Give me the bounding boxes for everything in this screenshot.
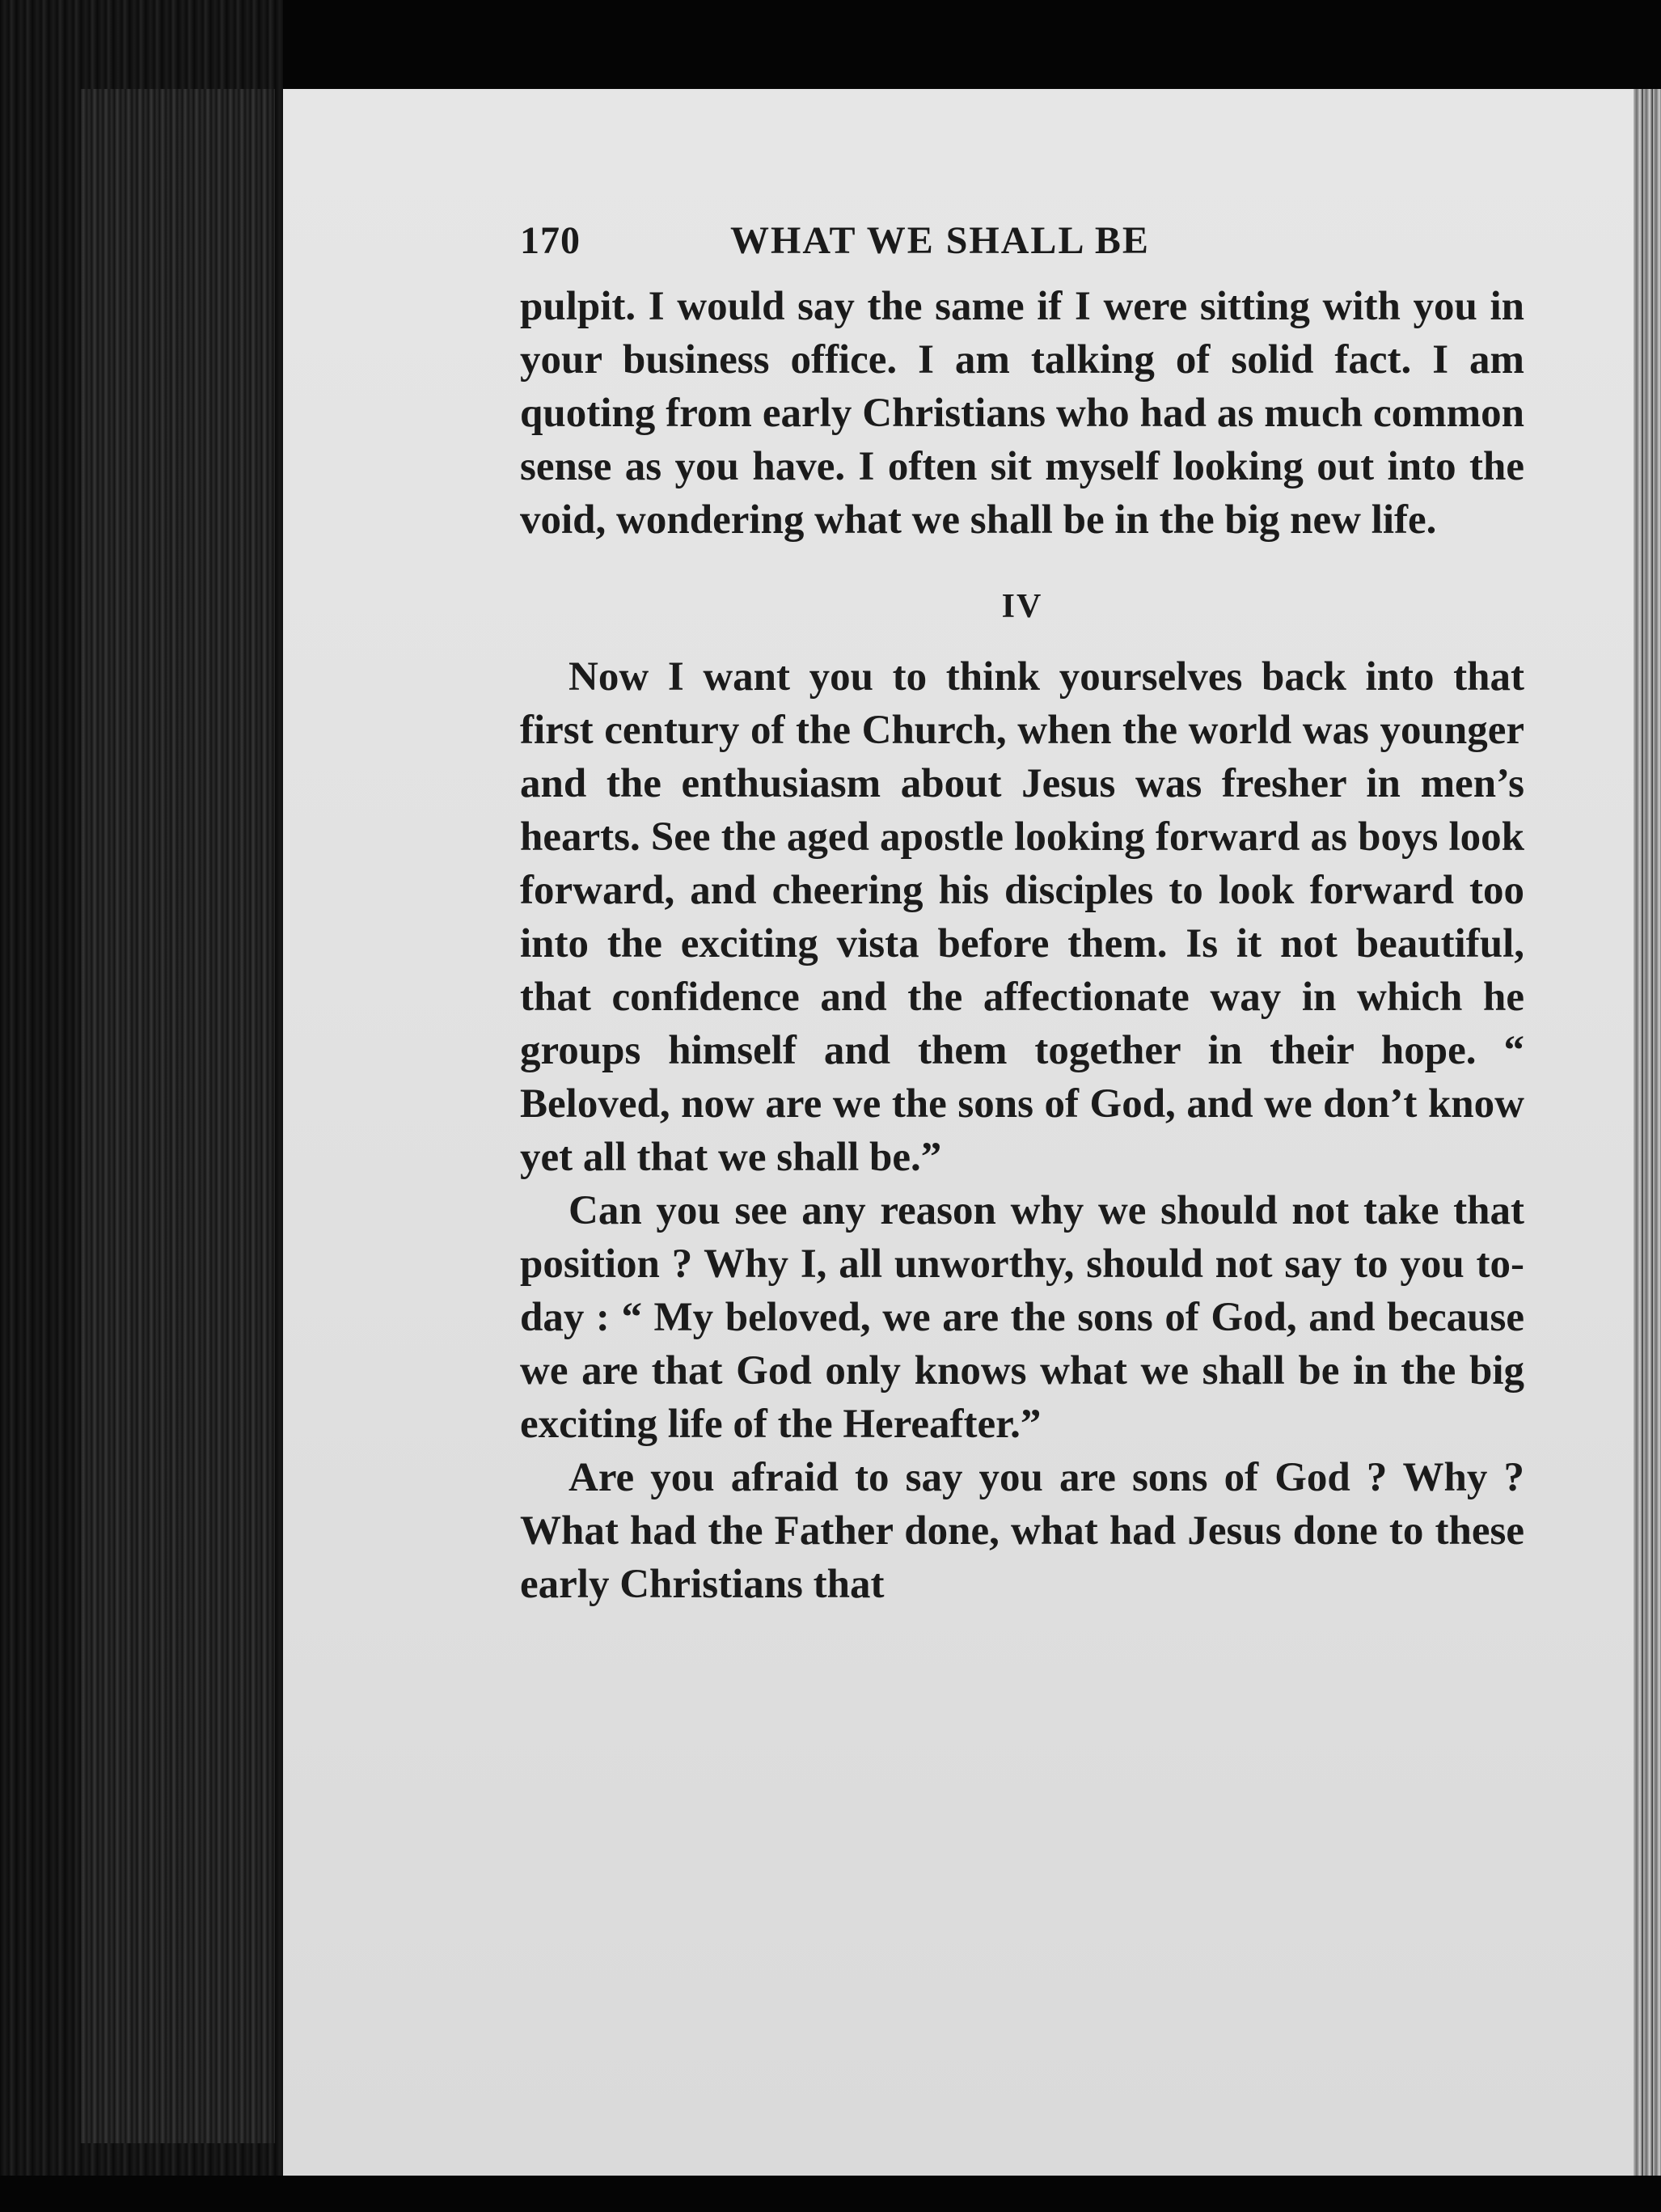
book-page — [283, 89, 1634, 2176]
facing-page-edge — [1634, 89, 1661, 2176]
section-numeral: IV — [1001, 588, 1043, 625]
paragraph: Can you see any reason why we should not take that position ? Why I, all unworthy, should not say to you to-day : “ My beloved, we are the sons of God, and because we are that God only knows what we shall be in the big exciting life of the Hereafter.” — [520, 1188, 1524, 1447]
body-text — [520, 280, 1524, 1611]
page-text-block — [520, 218, 1524, 1611]
paragraph: Now I want you to think yourselves back into that first century of the Church, when the world was younger and the enthusiasm about Jesus was fresher in men’s hearts. See the aged apostle looking forward as boys look forward, and cheering his disciples to look forward too into the exciting vista before them. Is it not beautiful, that confidence and the affectionate way in which he groups himself and them together in their hope. “ Beloved, now are we the sons of God, and we don’t know yet all that we shall be.” — [520, 654, 1524, 1180]
scan-border-bottom — [0, 2176, 1661, 2212]
running-head — [520, 218, 1524, 275]
paragraph: Are you afraid to say you are sons of God ? Why ? What had the Father done, what had Jesus done to these early Christians that — [520, 1455, 1524, 1607]
paragraph-continued: pulpit. I would say the same if I were sitting with you in your business office. I am talking of solid fact. I am quoting from early Christians who had as much common sense as you have. I often sit myself looking out into the void, wondering what we shall be in the big new life. — [520, 284, 1524, 543]
running-title: WHAT WE SHALL BE — [730, 219, 1150, 262]
page-number: 170 — [520, 219, 581, 262]
book-spine-shadow — [81, 89, 275, 2143]
